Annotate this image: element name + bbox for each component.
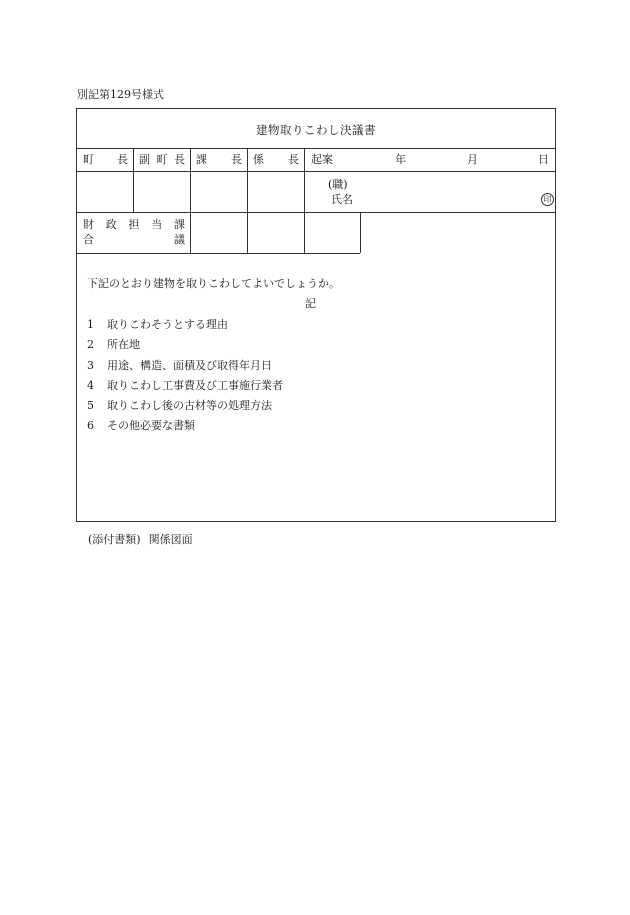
finance-consult-line2: 合 議 (83, 233, 185, 246)
header-subsection-chief: 係 長 (253, 153, 299, 166)
finance-consult-line1: 財 政 担 当 課 (83, 218, 185, 231)
column-divider-5 (360, 212, 361, 253)
list-item: 4 取りこわし工事費及び工事施行業者 (87, 379, 283, 392)
form-number: 別記第129号様式 (77, 88, 164, 101)
header-section-chief: 課 長 (196, 153, 242, 166)
ki-heading: 記 (305, 297, 316, 310)
attachments-value: 関係図面 (148, 533, 193, 546)
drafted-day-label: 日 (538, 153, 549, 166)
header-deputy-chief: 副 町 長 (139, 153, 185, 166)
drafter-position-label: (職) (328, 178, 348, 191)
header-rule-bottom (77, 212, 555, 213)
attachments-label: (添付書類) (88, 533, 141, 546)
column-divider-3 (247, 148, 248, 253)
header-rule-top (77, 148, 555, 149)
header-town-chief: 町 長 (83, 153, 128, 166)
drafted-label: 起案 (311, 153, 333, 166)
list-item: 2 所在地 (87, 338, 140, 351)
drafted-year-label: 年 (395, 153, 406, 166)
resolution-form (76, 108, 556, 522)
list-item: 6 その他必要な書類 (87, 419, 195, 432)
list-item: 5 取りこわし後の古材等の処理方法 (87, 399, 272, 412)
list-item: 1 取りこわそうとする理由 (87, 318, 228, 331)
column-divider-1 (133, 148, 134, 212)
drafted-month-label: 月 (467, 153, 478, 166)
seal-icon: 印 (541, 193, 554, 206)
intro-sentence: 下記のとおり建物を取りこわしてよいでしょうか。 (87, 277, 340, 290)
document-title: 建物取りこわし決議書 (256, 123, 376, 137)
header-rule-middle (77, 171, 555, 172)
column-divider-2 (190, 148, 191, 253)
column-divider-4 (304, 148, 305, 253)
drafter-name-label: 氏名 (331, 193, 353, 206)
list-item: 3 用途、構造、面積及び取得年月日 (87, 359, 272, 372)
attachments-note (88, 531, 193, 547)
consult-rule-bottom (77, 253, 360, 254)
